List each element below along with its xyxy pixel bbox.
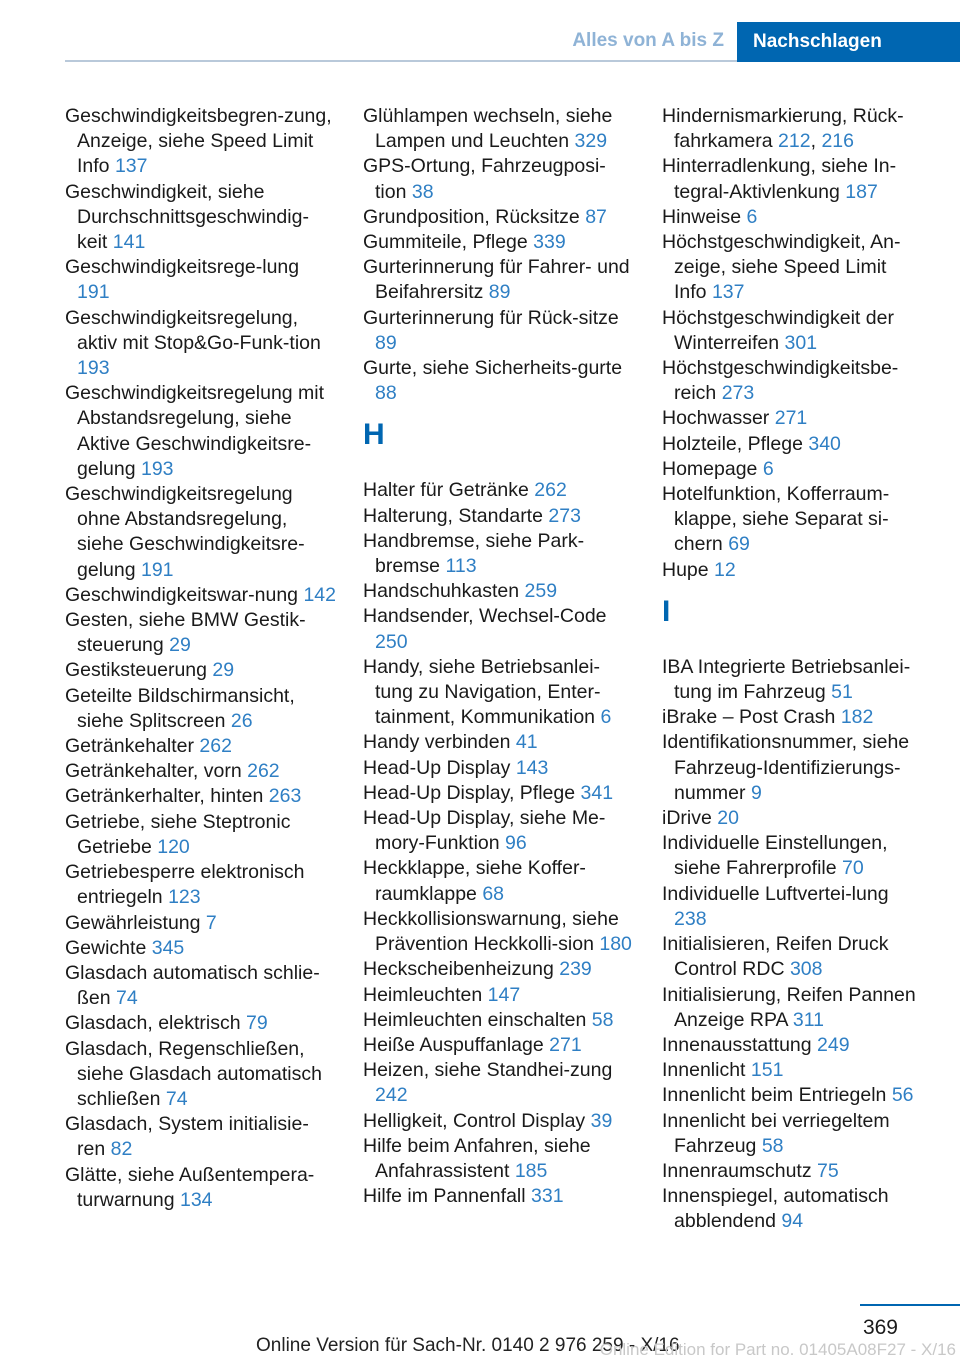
index-entry: [662, 1058, 924, 1083]
index-entry: [662, 1184, 924, 1234]
index-entry-term: Halter für Getränke: [363, 479, 529, 502]
index-entry: [363, 205, 635, 230]
page-reference-link[interactable]: 7: [205, 911, 217, 934]
page-reference-link[interactable]: 151: [750, 1059, 784, 1082]
index-entry: [65, 381, 337, 482]
index-entry: [363, 907, 635, 957]
index-entry: [662, 882, 924, 932]
index-entry-term: Höchstgeschwindigkeit der Winterreifen: [662, 306, 894, 354]
page-reference-link[interactable]: 308: [789, 958, 823, 981]
index-entry-term: Glühlampen wechseln, siehe Lampen und Leuchten: [363, 105, 613, 153]
page-reference-link[interactable]: 79: [246, 1012, 268, 1035]
page-reference-link[interactable]: 340: [808, 432, 841, 455]
header-tab: Nachschlagen: [737, 22, 960, 62]
index-entry-term: Handbremse, siehe Park‐bremse: [363, 529, 585, 578]
index-entry-term: Getränkehalter: [65, 735, 194, 758]
index-entry-term: Geschwindigkeitsregelung ohne Abstandsregelung, siehe Geschwindigkeitsre‐gelung: [65, 483, 305, 581]
page-reference-link[interactable]: 143: [515, 756, 549, 779]
index-entry-term: Glasdach, elektrisch: [65, 1012, 241, 1035]
page-reference-link[interactable]: 271: [774, 407, 808, 430]
page-reference-link[interactable]: 187: [845, 180, 878, 203]
index-entry-term: Hotelfunktion, Kofferraum‐klappe, siehe Separat si‐chern: [662, 483, 890, 556]
index-entry: [363, 1008, 635, 1033]
index-entry-term: Heimleuchten: [363, 983, 483, 1006]
index-entry: [662, 806, 924, 831]
index-entry: [65, 608, 337, 658]
page-reference-link[interactable]: 147: [487, 983, 521, 1006]
page-reference-link[interactable]: 271: [549, 1033, 582, 1056]
index-entry: [65, 1112, 337, 1162]
index-entry: [65, 180, 337, 256]
index-entry-term: Handsender, Wechsel-Code: [363, 605, 607, 628]
page-reference-link[interactable]: 88: [375, 382, 397, 405]
index-entry-term: Geschwindigkeitswar‐nung: [65, 583, 299, 606]
index-entry-term: Hochwasser: [662, 407, 770, 430]
index-entry-term: Innenlicht beim Entriegeln: [662, 1084, 887, 1107]
page-reference-link[interactable]: 212: [778, 130, 811, 153]
page-reference-link[interactable]: 250: [375, 630, 408, 653]
index-entry: [662, 1083, 924, 1108]
index-entry-term: Heckklappe, siehe Koffer‐raumklappe: [363, 857, 586, 905]
index-entry-term: Homepage: [662, 457, 758, 480]
index-entry: [363, 579, 635, 604]
page-reference-link[interactable]: 120: [157, 835, 190, 858]
index-entry-term: Hindernismarkierung, Rück‐fahrkamera: [662, 105, 904, 153]
index-entry: [363, 781, 635, 806]
index-entry: [662, 1033, 924, 1058]
index-entry: [662, 983, 924, 1033]
page-reference-link[interactable]: 137: [114, 155, 148, 178]
index-entry: [65, 658, 337, 683]
page-reference-link[interactable]: 20: [717, 807, 739, 830]
index-entry: [662, 154, 924, 204]
page-reference-link[interactable]: 6: [762, 457, 774, 480]
page-reference-link[interactable]: 6: [746, 205, 758, 228]
index-entry: [363, 504, 635, 529]
index-entry-term: Individuelle Einstellungen, siehe Fahrerprofile: [662, 832, 888, 880]
page-reference-link[interactable]: 74: [165, 1087, 188, 1110]
index-entry: [662, 205, 924, 230]
index-entry: [662, 457, 924, 482]
index-entry: [662, 705, 924, 730]
watermark: Online Edition for Part no. 01405A08F27 - X/16: [599, 1340, 956, 1359]
page-reference-link[interactable]: 89: [375, 331, 397, 354]
index-entry-term: Glätte, siehe Außentempera‐turwarnung: [65, 1163, 315, 1211]
index-entry-term: Gewichte: [65, 936, 147, 959]
page-reference-link[interactable]: 273: [548, 504, 581, 527]
page-reference-link[interactable]: 96: [505, 832, 527, 855]
index-entry-term: Getriebesperre elektronisch entriegeln: [65, 861, 305, 909]
index-entry: [662, 482, 924, 558]
page-reference-link[interactable]: 58: [761, 1134, 784, 1157]
index-entry-term: Hilfe im Pannenfall: [363, 1185, 526, 1208]
index-column-2: [363, 104, 635, 1209]
index-entry-term: Heiße Auspuffanlage: [363, 1033, 544, 1056]
index-entry: [662, 831, 924, 881]
page-reference-link[interactable]: 58: [591, 1008, 614, 1031]
index-entry: [363, 756, 635, 781]
index-entry: [363, 730, 635, 755]
index-entry-term: Head-Up Display: [363, 756, 511, 779]
index-entry: [65, 583, 337, 608]
index-entry-term: Heckkollisionswarnung, siehe Prävention Heckkolli‐sion: [363, 907, 619, 956]
index-entry: [65, 911, 337, 936]
index-entry-term: Head-Up Display, siehe Me‐mory-Funktion: [363, 807, 606, 855]
page-reference-link[interactable]: 12: [714, 558, 736, 581]
index-entry: [662, 1109, 924, 1159]
page-reference-link[interactable]: 75: [817, 1159, 839, 1182]
page-reference-link[interactable]: 331: [531, 1185, 564, 1208]
index-entry-term: GPS-Ortung, Fahrzeugposi‐tion: [363, 155, 606, 203]
index-entry: [662, 655, 924, 705]
index-entry-term: Initialisierung, Reifen Pannen Anzeige RPA: [662, 983, 916, 1031]
page-reference-link[interactable]: 142: [303, 583, 336, 606]
index-entry: [363, 230, 635, 255]
page-reference-link[interactable]: 262: [534, 479, 567, 502]
index-entry: Hindernismarkierung, Rück‐fahrkamera 212, 216: [662, 105, 904, 153]
index-entry: [363, 983, 635, 1008]
index-entry: [65, 306, 337, 382]
index-entry: [363, 856, 635, 906]
index-entry-term: Holzteile, Pflege: [662, 432, 803, 455]
page-reference-link[interactable]: 185: [514, 1159, 548, 1182]
page-reference-link[interactable]: 39: [590, 1109, 613, 1132]
index-entry-term: Individuelle Luftvertei‐lung: [662, 882, 889, 905]
index-entry-term: Getriebe, siehe Steptronic Getriebe: [65, 810, 291, 858]
footer-rule: [860, 1304, 960, 1306]
index-entry: [662, 230, 924, 306]
index-entry: [363, 1134, 635, 1184]
page-reference-link[interactable]: 69: [728, 533, 750, 556]
page-reference-link[interactable]: 311: [792, 1008, 824, 1031]
page-reference-link[interactable]: 345: [151, 936, 185, 959]
page-reference-link[interactable]: 113: [445, 555, 477, 578]
page-reference-link[interactable]: 70: [842, 857, 864, 880]
page-reference-link[interactable]: 193: [77, 357, 110, 380]
page-reference-link[interactable]: 239: [559, 958, 592, 981]
page-reference-link[interactable]: 329: [574, 130, 608, 153]
index-entry-term: Handy verbinden: [363, 731, 511, 754]
index-entry: [363, 154, 635, 204]
index-entry: [662, 932, 924, 982]
page-reference-link[interactable]: 94: [781, 1210, 804, 1233]
page-reference-link[interactable]: 301: [784, 331, 818, 354]
index-entry-term: IBA Integrierte Betriebsanlei‐tung im Fahrzeug: [662, 655, 911, 704]
page-reference-link[interactable]: 51: [831, 681, 853, 704]
index-entry: [363, 478, 635, 503]
index-entry-term: Hinweise: [662, 205, 742, 228]
index-entry: [65, 104, 337, 180]
page-reference-link[interactable]: 41: [515, 731, 538, 754]
page-reference-link[interactable]: 262: [247, 760, 280, 783]
index-entry: [363, 604, 635, 654]
index-column-3: [662, 104, 924, 1235]
index-entry-term: Gestiksteuerung: [65, 659, 207, 682]
index-entry-term: Gummiteile, Pflege: [363, 231, 528, 254]
index-entry: [363, 1033, 635, 1058]
index-entry-term: Heckscheibenheizung: [363, 958, 554, 981]
index-entry: [363, 1058, 635, 1108]
page-reference-link[interactable]: 56: [891, 1084, 914, 1107]
page-reference-link[interactable]: 6: [600, 706, 612, 729]
index-entry: [363, 104, 635, 154]
index-entry-term: Gewährleistung: [65, 911, 201, 934]
index-entry: [65, 784, 337, 809]
page-reference-link[interactable]: 68: [482, 882, 505, 905]
page-reference-link[interactable]: 29: [212, 659, 235, 682]
index-letter-heading: H: [363, 418, 385, 452]
page-reference-link[interactable]: 9: [750, 781, 762, 804]
index-entry-term: Glasdach, System initialisie‐ren: [65, 1113, 309, 1161]
page-reference-link[interactable]: 242: [375, 1084, 408, 1107]
index-entry-term: Geschwindigkeitsregelung, aktiv mit Stop&Go-Funk‐tion: [65, 306, 321, 354]
index-entry-term: iDrive: [662, 807, 712, 830]
index-entry-term: Innenlicht: [662, 1059, 746, 1082]
online-version-note: Online Version für Sach-Nr. 0140 2 976 259 - X/16: [256, 1335, 680, 1356]
page-reference-link[interactable]: 191: [140, 558, 174, 581]
index-entry-term: Hilfe beim Anfahren, siehe Anfahrassistent: [363, 1134, 591, 1182]
header-section-title: Alles von A bis Z: [572, 30, 724, 51]
index-entry: [363, 529, 635, 579]
index-entry-term: Innenausstattung: [662, 1033, 812, 1056]
index-entry: [363, 806, 635, 856]
index-entry-term: Gesten, siehe BMW Gestik‐steuerung: [65, 609, 306, 657]
index-entry: [65, 1037, 337, 1113]
index-entry: [65, 684, 337, 734]
page-reference-link[interactable]: 339: [533, 231, 566, 254]
index-column-1: [65, 104, 337, 1213]
index-entry-term: Gurterinnerung für Fahrer- und Beifahrersitz: [363, 256, 630, 304]
index-entry: [363, 957, 635, 982]
index-entry: [662, 306, 924, 356]
index-entry-term: Initialisieren, Reifen Druck Control RDC: [662, 933, 889, 981]
index-entry-term: Geschwindigkeitsrege‐lung: [65, 256, 300, 279]
index-entry-term: Geteilte Bildschirmansicht, siehe Splitscreen: [65, 684, 295, 732]
index-entry-term: Innenlicht bei verriegeltem Fahrzeug: [662, 1109, 890, 1157]
page-reference-link[interactable]: 193: [140, 457, 174, 480]
page-reference-link[interactable]: 262: [199, 735, 232, 758]
index-entry: [363, 255, 635, 305]
index-entry: [662, 730, 924, 806]
index-entry-term: Handy, siehe Betriebsanlei‐tung zu Navigation, Enter‐tainment, Kommunikation: [363, 655, 601, 729]
page-reference-link[interactable]: 137: [711, 281, 745, 304]
index-entry-term: Getränkerhalter, hinten: [65, 785, 264, 808]
index-entry-term: Höchstgeschwindigkeit, An‐zeige, siehe Speed Limit Info: [662, 231, 901, 304]
index-entry-term: iBrake – Post Crash: [662, 706, 836, 729]
index-entry-term: Identifikationsnummer, siehe Fahrzeug-Identifizierungs‐nummer: [662, 731, 910, 804]
index-entry: [662, 406, 924, 431]
index-entry-term: Hupe: [662, 558, 709, 581]
index-entry: [363, 306, 635, 356]
page-reference-link[interactable]: 38: [411, 180, 434, 203]
page-reference-link[interactable]: 259: [524, 580, 558, 603]
page-reference-link[interactable]: 134: [179, 1188, 213, 1211]
index-entry-term: Glasdach automatisch schlie‐ßen: [65, 961, 320, 1010]
index-entry-term: Heimleuchten einschalten: [363, 1008, 587, 1031]
page-reference-link[interactable]: 341: [580, 781, 614, 804]
index-entry-term: Getränkehalter, vorn: [65, 760, 242, 783]
index-entry: [65, 759, 337, 784]
page-reference-link[interactable]: 123: [168, 886, 201, 909]
page-reference-link[interactable]: 182: [840, 706, 874, 729]
index-entry-term: Innenspiegel, automatisch abblendend: [662, 1185, 889, 1233]
index-entry: [363, 1109, 635, 1134]
page-reference-link[interactable]: 191: [77, 281, 110, 304]
index-entry: [662, 558, 924, 583]
index-entry: [65, 734, 337, 759]
index-letter-heading: I: [662, 594, 671, 628]
index-entry-term: Geschwindigkeit, siehe Durchschnittsgeschwindig‐keit: [65, 180, 309, 254]
page-reference-link[interactable]: 273: [721, 382, 755, 405]
index-entry: [662, 356, 924, 406]
page-reference-link[interactable]: 249: [817, 1033, 850, 1056]
index-entry-term: Innenraumschutz: [662, 1159, 812, 1182]
index-entry-term: Grundposition, Rücksitze: [363, 205, 580, 228]
index-entry: [65, 936, 337, 961]
page-reference-link[interactable]: 180: [599, 933, 632, 956]
index-entry: [363, 1184, 635, 1209]
page-reference-link[interactable]: 29: [169, 634, 191, 657]
page-reference-link[interactable]: 82: [110, 1138, 133, 1161]
page-reference-link[interactable]: 89: [488, 281, 511, 304]
index-entry-term: Gurterinnerung für Rück‐sitze: [363, 306, 619, 329]
index-entry: [65, 810, 337, 860]
page-reference-link[interactable]: 141: [112, 231, 146, 254]
page-reference-link[interactable]: 26: [230, 709, 253, 732]
index-entry: [363, 655, 635, 731]
index-entry-term: Gurte, siehe Sicherheits‐gurte: [363, 357, 623, 380]
index-entry-term: Halterung, Standarte: [363, 504, 543, 527]
index-entry: [662, 1159, 924, 1184]
index-entry: [65, 482, 337, 583]
index-entry: [65, 255, 337, 305]
page-number: 369: [862, 1316, 898, 1339]
index-entry-term: Heizen, siehe Standhei‐zung: [363, 1059, 613, 1082]
index-entry-term: Glasdach, Regenschließen, siehe Glasdach automatisch schließen: [65, 1037, 322, 1110]
index-entry-term: Hinterradlenkung, siehe In‐tegral-Aktivlenkung: [662, 155, 897, 203]
index-entry: [65, 1011, 337, 1036]
index-entry: [65, 1163, 337, 1213]
index-entry: [363, 356, 635, 406]
index-entry-term: Höchstgeschwindigkeitsbe‐reich: [662, 357, 899, 405]
index-entry: [65, 860, 337, 910]
index-entry-term: Geschwindigkeitsregelung mit Abstandsregelung, siehe Aktive Geschwindigkeitsre‐gelung: [65, 382, 325, 480]
page-reference-link[interactable]: 216: [821, 130, 854, 153]
page-reference-link[interactable]: 238: [674, 907, 707, 930]
index-entry-term: Helligkeit, Control Display: [363, 1109, 586, 1132]
page-reference-link[interactable]: 87: [585, 205, 607, 228]
page-reference-link[interactable]: 74: [116, 987, 138, 1010]
page-reference-link[interactable]: 263: [268, 785, 302, 808]
index-entry: [662, 432, 924, 457]
index-entry-term: Head-Up Display, Pflege: [363, 781, 576, 804]
index-entry-term: Handschuhkasten: [363, 580, 520, 603]
index-entry-term: Geschwindigkeitsbegren‐zung, Anzeige, siehe Speed Limit Info: [65, 105, 332, 178]
index-entry: [65, 961, 337, 1011]
